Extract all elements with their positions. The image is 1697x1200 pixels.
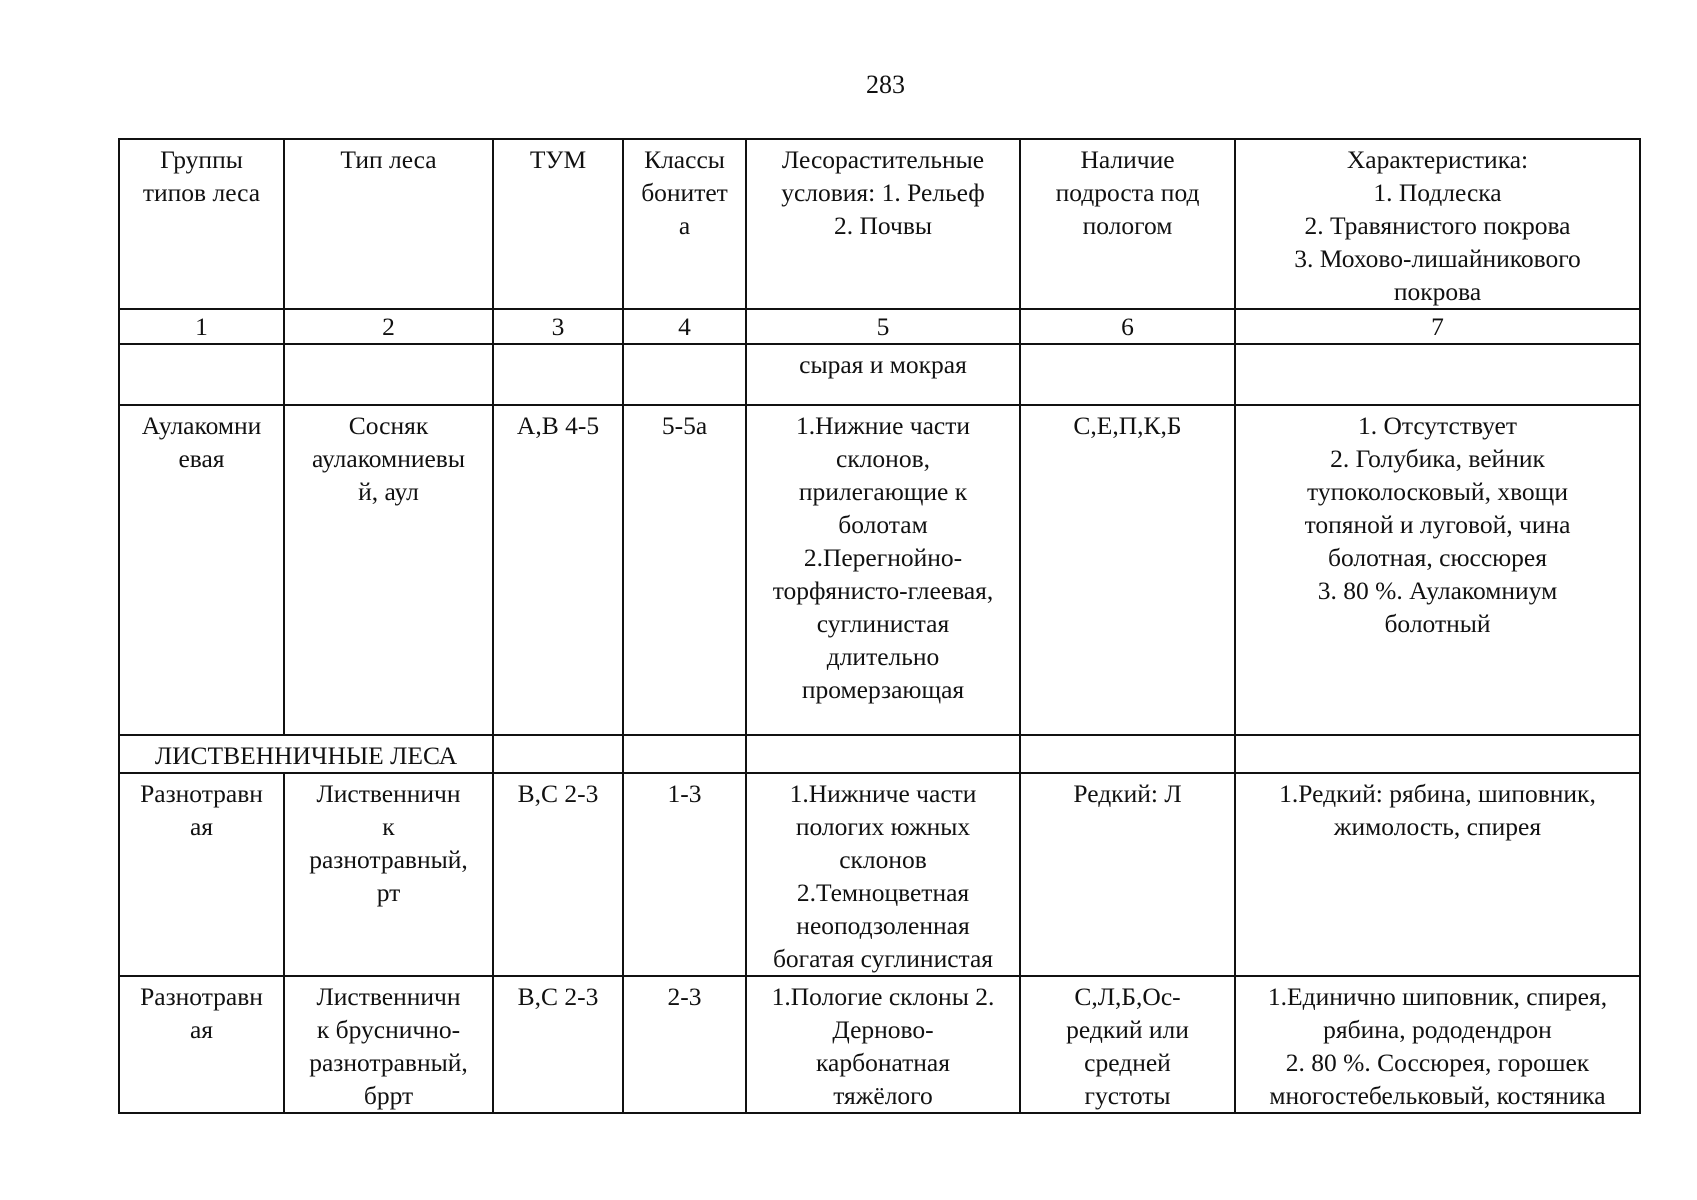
table-row: [119, 976, 1640, 1113]
table-cell: 1.Нижние части склонов, прилегающие к болотам 2.Перегнойно- торфянисто-глеевая, суглинистая длительно промерзающая: [746, 405, 1020, 735]
forest-types-table: [118, 138, 1641, 1114]
table-cell: 1-3: [623, 773, 746, 976]
table-cell: С,Л,Б,Ос- редкий или средней густоты: [1020, 976, 1235, 1113]
header-bonitet-classes: Классы бонитет а: [623, 139, 746, 309]
table-cell: [119, 344, 284, 405]
table-cell: Аулакомни евая: [119, 405, 284, 735]
header-forest-type: Тип леса: [284, 139, 493, 309]
table-cell: Лиственничн к бруснично- разнотравный, бррт: [284, 976, 493, 1113]
table-cell: Лиственничн к разнотравный, рт: [284, 773, 493, 976]
column-number-row: [119, 309, 1640, 344]
section-row: [119, 735, 1640, 773]
table-cell: 1.Пологие склоны 2. Дерново- карбонатная тяжёлого: [746, 976, 1020, 1113]
column-number: 4: [623, 309, 746, 344]
header-growth-conditions: Лесорастительные условия: 1. Рельеф 2. Почвы: [746, 139, 1020, 309]
continuation-row: [119, 344, 1640, 405]
table-cell: Сосняк аулакомниевы й, аул: [284, 405, 493, 735]
column-number: 3: [493, 309, 623, 344]
table-cell: В,С 2-3: [493, 773, 623, 976]
header-undergrowth: Наличие подроста под пологом: [1020, 139, 1235, 309]
table-cell: [1235, 344, 1640, 405]
table-cell: [493, 344, 623, 405]
header-tum: ТУМ: [493, 139, 623, 309]
table-cell: 1.Нижниче части пологих южных склонов 2.Темноцветная неоподзоленная богатая суглинистая: [746, 773, 1020, 976]
header-forest-type-groups: Группы типов леса: [119, 139, 284, 309]
table-cell: [1235, 735, 1640, 773]
column-number: 6: [1020, 309, 1235, 344]
table-cell: В,С 2-3: [493, 976, 623, 1113]
table-row: [119, 405, 1640, 735]
table-cell: [1020, 735, 1235, 773]
section-title: ЛИСТВЕННИЧНЫЕ ЛЕСА: [119, 735, 493, 773]
table-cell: С,Е,П,К,Б: [1020, 405, 1235, 735]
column-number: 7: [1235, 309, 1640, 344]
table-cell: [623, 344, 746, 405]
table-cell: 1.Единично шиповник, спирея, рябина, рододендрон 2. 80 %. Соссюрея, горошек многостебельковый, костяника: [1235, 976, 1640, 1113]
table-cell: Редкий: Л: [1020, 773, 1235, 976]
column-number: 5: [746, 309, 1020, 344]
header-row: [119, 139, 1640, 309]
table-cell: сырая и мокрая: [746, 344, 1020, 405]
table-cell: А,В 4-5: [493, 405, 623, 735]
table-row: [119, 773, 1640, 976]
page-number: 283: [866, 70, 905, 99]
table-cell: [493, 735, 623, 773]
table-cell: [623, 735, 746, 773]
table-cell: Разнотравн ая: [119, 773, 284, 976]
table-cell: 5-5а: [623, 405, 746, 735]
table-cell: [284, 344, 493, 405]
column-number: 2: [284, 309, 493, 344]
table-cell: Разнотравн ая: [119, 976, 284, 1113]
table-cell: [746, 735, 1020, 773]
table-cell: 2-3: [623, 976, 746, 1113]
column-number: 1: [119, 309, 284, 344]
table-cell: [1020, 344, 1235, 405]
table-cell: 1.Редкий: рябина, шиповник, жимолость, спирея: [1235, 773, 1640, 976]
table-cell: 1. Отсутствует 2. Голубика, вейник тупоколосковый, хвощи топяной и луговой, чина болотная, сюссюрея 3. 80 %. Аулакомниум болотный: [1235, 405, 1640, 735]
header-characteristics: Характеристика: 1. Подлеска 2. Травянистого покрова 3. Мохово-лишайникового покрова: [1235, 139, 1640, 309]
